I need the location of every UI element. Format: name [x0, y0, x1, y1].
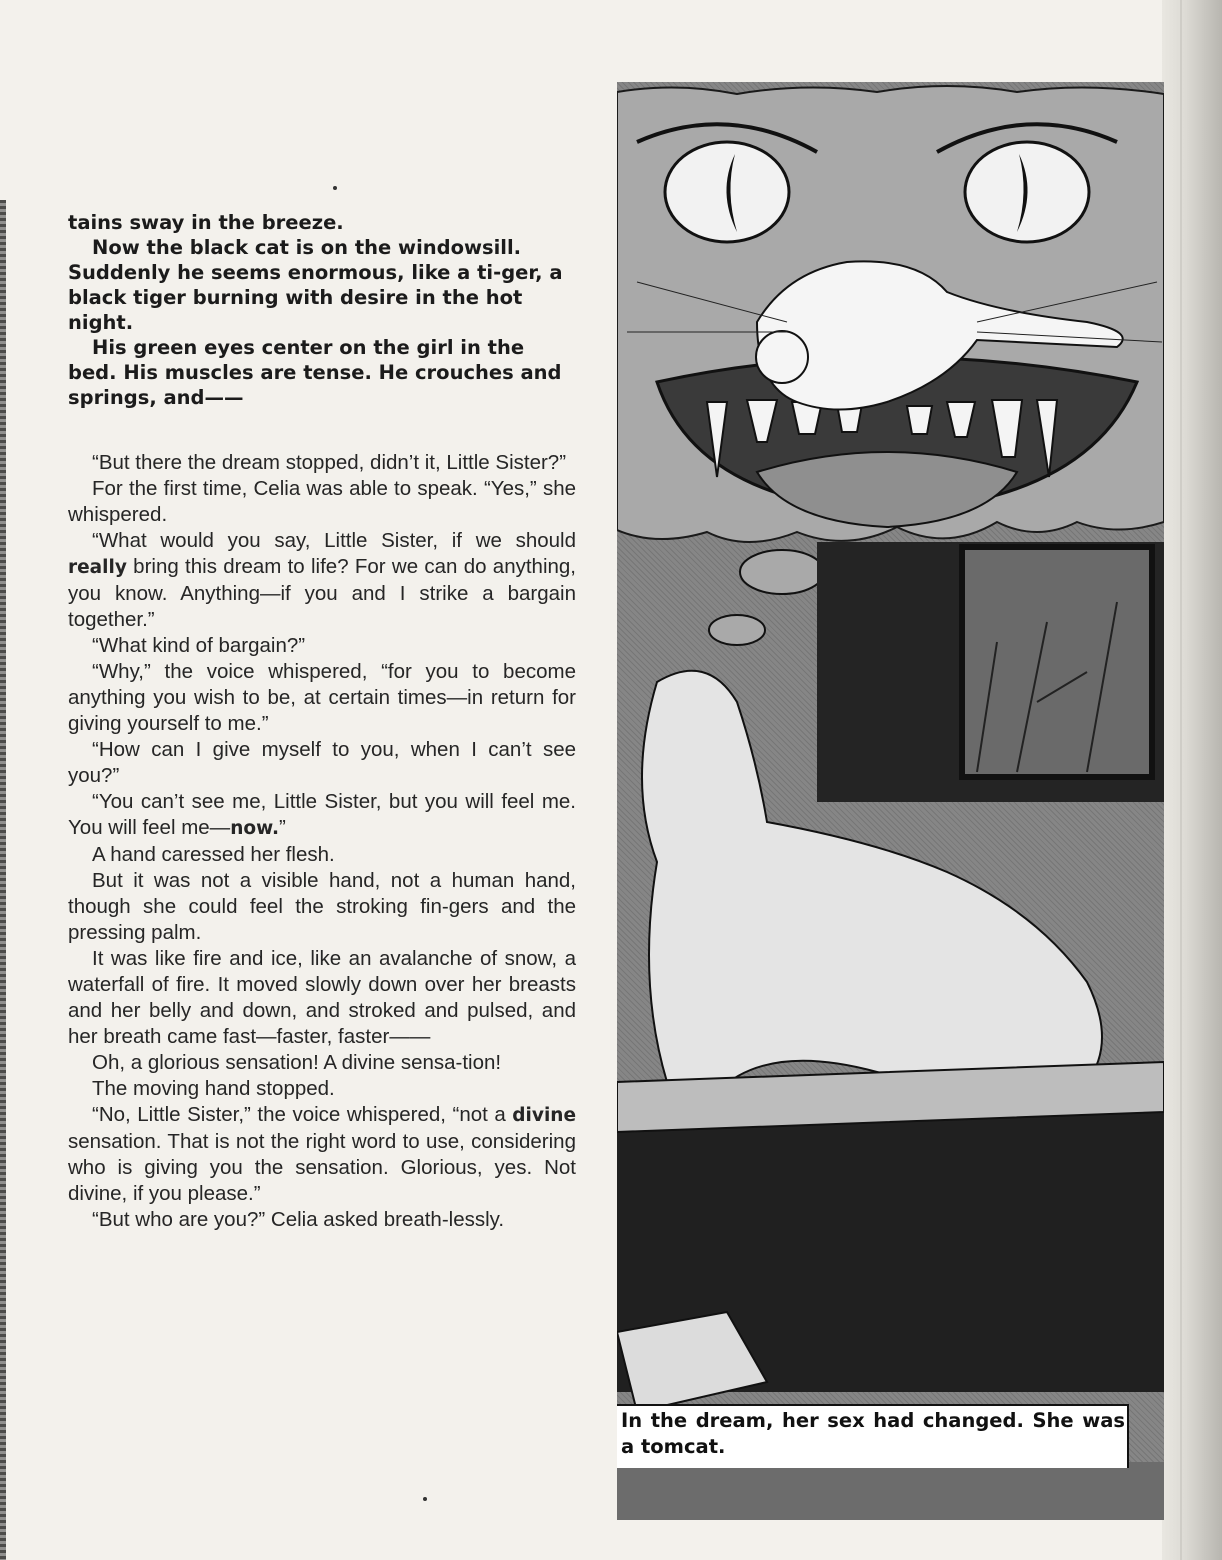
- paragraph-text: “You can’t see me, Little Sister, but you will feel me. You will feel me—: [68, 790, 576, 839]
- paragraph: Oh, a glorious sensation! A divine sensa-tion!: [92, 1051, 502, 1074]
- body-text: [68, 450, 576, 1233]
- paragraph: “But there the dream stopped, didn’t it, Little Sister?”: [92, 451, 567, 474]
- illustration-drawing: [617, 82, 1164, 1520]
- white-cat-head: [756, 331, 808, 383]
- bold-paragraph: tains sway in the breeze.: [68, 211, 344, 234]
- page-curl-edge: [1162, 0, 1222, 1560]
- paragraph: The moving hand stopped.: [92, 1077, 335, 1100]
- thought-bubble-large: [740, 550, 824, 594]
- floor: [617, 1462, 1164, 1520]
- paragraph: But it was not a visible hand, not a human hand, though she could feel the stroking fin-gers and the pressing palm.: [68, 869, 576, 944]
- bold-paragraph: Now the black cat is on the windowsill. Suddenly he seems enormous, like a ti-ger, a black tiger burning with desire in the hot night.: [68, 236, 563, 334]
- print-speck: [333, 186, 337, 190]
- paragraph: [68, 789, 576, 842]
- emphasis: now.: [230, 818, 280, 839]
- print-speck: [423, 1497, 427, 1501]
- paragraph-text: “No, Little Sister,” the voice whispered, “not a: [92, 1103, 513, 1126]
- binding-edge: [0, 200, 6, 1560]
- paragraph-text: bring this dream to life? For we can do anything, you know. Anything—if you and I strike a bargain together.”: [68, 555, 576, 631]
- illustration-caption: In the dream, her sex had changed. She was a tomcat.: [621, 1409, 1125, 1458]
- paragraph: [68, 1102, 576, 1207]
- paragraph: “What kind of bargain?”: [92, 634, 306, 657]
- emphasis: divine: [512, 1105, 576, 1126]
- paragraph: A hand caressed her flesh.: [92, 843, 335, 866]
- paragraph: “Why,” the voice whispered, “for you to become anything you wish to be, at certain times—in return for giving yourself to me.”: [68, 660, 576, 735]
- emphasis: really: [68, 557, 127, 578]
- paragraph-text: sensation. That is not the right word to use, considering who is giving you the sensation. Glorious, yes. Not divine, if you please.”: [68, 1130, 576, 1205]
- paragraph: For the first time, Celia was able to speak. “Yes,” she whispered.: [68, 477, 576, 526]
- thought-bubble-small: [709, 615, 765, 645]
- paragraph-text: “What would you say, Little Sister, if we should: [92, 529, 576, 552]
- window: [962, 547, 1152, 777]
- paragraph: “But who are you?” Celia asked breath-lessly.: [92, 1208, 505, 1231]
- article-text-column: [68, 210, 576, 1233]
- caption-box: [617, 1404, 1129, 1468]
- paragraph: “How can I give myself to you, when I can’t see you?”: [68, 738, 576, 787]
- dream-illustration: [617, 82, 1164, 1520]
- paragraph-text: ”: [279, 816, 286, 839]
- bold-intro-block: [68, 210, 576, 410]
- paragraph: [68, 528, 576, 633]
- paragraph: It was like fire and ice, like an avalanche of snow, a waterfall of fire. It moved slowly down over her breasts and her belly and down, and stroked and pulsed, and her breath came fast—faster, faster——: [68, 947, 576, 1048]
- bold-paragraph: His green eyes center on the girl in the bed. His muscles are tense. He crouches and springs, and——: [68, 336, 562, 409]
